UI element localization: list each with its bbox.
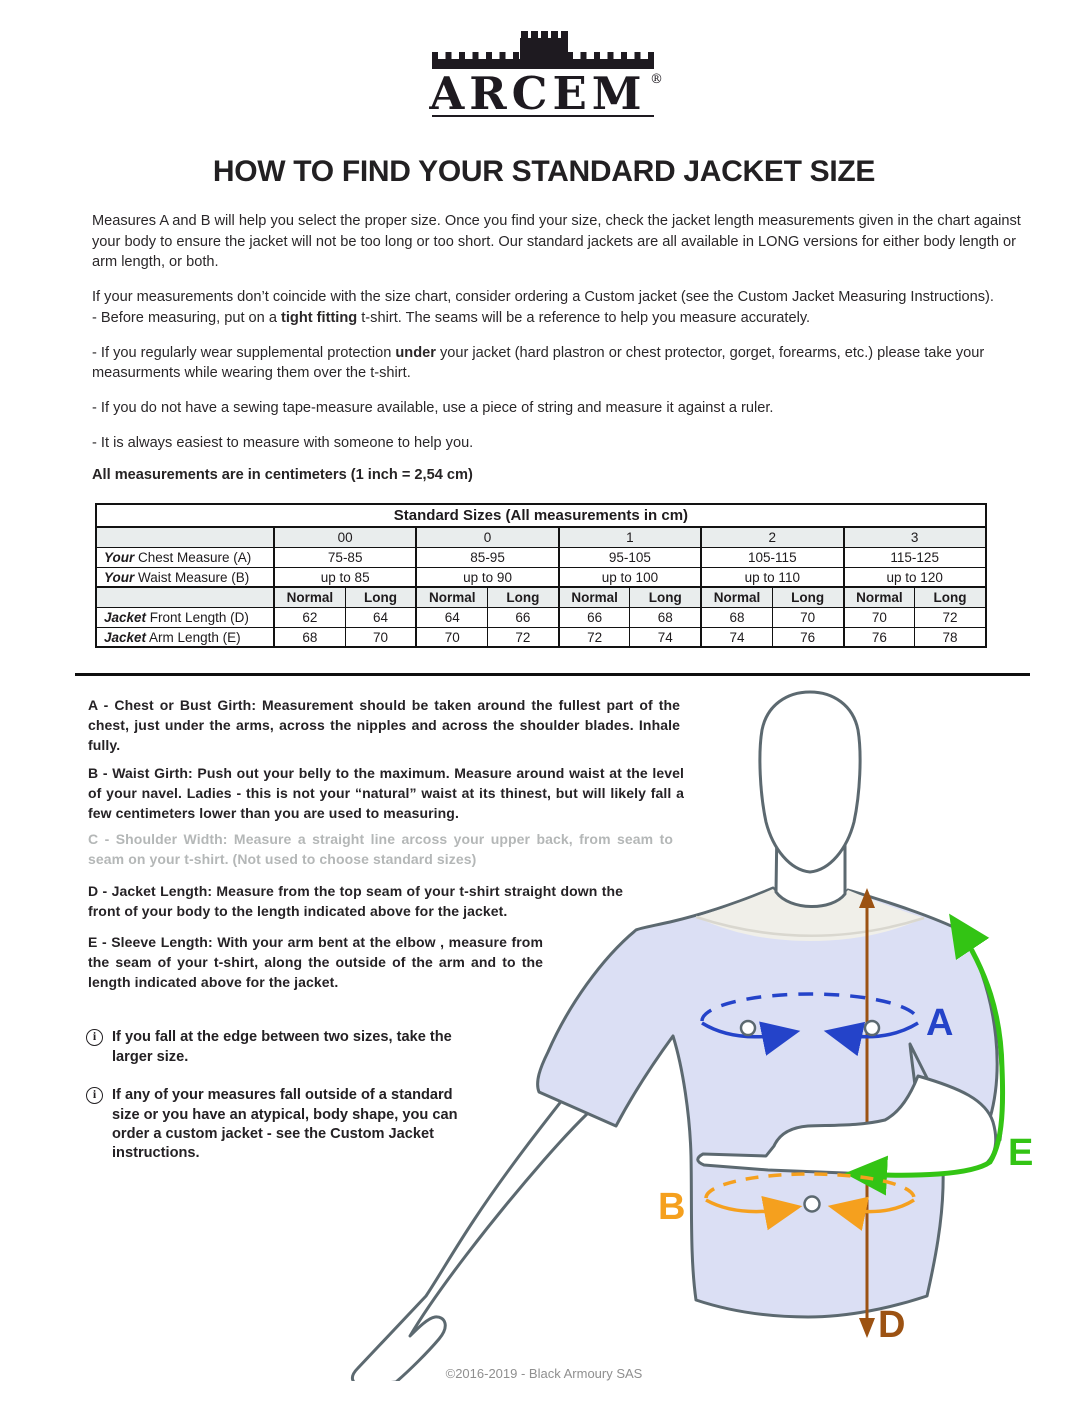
row-label-emphasis: Jacket — [104, 629, 147, 645]
size-header: 2 — [701, 527, 843, 547]
size-header: 1 — [559, 527, 701, 547]
arm-length-value: 76 — [772, 627, 843, 647]
label-d: D — [878, 1304, 906, 1347]
intro-p3-post: your jacket (hard plastron or chest protector, gorget, forearms, etc.) please take your measurments while wearing them over the t-shirt. — [92, 344, 985, 382]
front-length-row — [96, 607, 986, 627]
note-text: If any of your measures fall outside of a standard size or you have an atypical, body shape, you can order a custom jacket - see the Custom Jacket instructions. — [112, 1087, 458, 1162]
front-length-value: 72 — [915, 607, 986, 627]
variant-header: Long — [915, 587, 986, 607]
intro-p3-bold: under — [395, 344, 436, 361]
variant-header: Long — [630, 587, 701, 607]
row-label — [96, 567, 274, 587]
intro-paragraph-1: Measures A and B will help you select the proper size. Once you find your size, check the jacket length measurements given in the chart against your body to ensure the jacket will not be too long or too short. Our standard jackets are all available in LONG versions for either body length or arm length, or both. — [92, 213, 1021, 271]
chest-value: 85-95 — [416, 547, 558, 567]
waist-value: up to 110 — [701, 567, 843, 587]
waist-value: up to 90 — [416, 567, 558, 587]
guide-sleeve-length: E - Sleeve Length: With your arm bent at the elbow , measure from the seam of your t-shirt, along the outside of the arm and to the length indicated above for the jacket. — [88, 934, 543, 990]
navel — [805, 1197, 820, 1212]
chest-measure-row — [96, 547, 986, 567]
label-b: B — [658, 1186, 686, 1229]
table-title-row — [96, 504, 986, 527]
variant-header: Long — [488, 587, 559, 607]
row-label-text: Chest Measure (A) — [134, 549, 252, 565]
variant-header: Normal — [274, 587, 345, 607]
waist-value: up to 120 — [844, 567, 986, 587]
arm-length-value: 74 — [630, 627, 701, 647]
castle-battlement-icon — [424, 30, 664, 124]
front-length-value: 70 — [844, 607, 915, 627]
variant-header: Long — [345, 587, 416, 607]
page-title: HOW TO FIND YOUR STANDARD JACKET SIZE — [212, 155, 876, 188]
chest-value: 105-115 — [701, 547, 843, 567]
arm-length-value: 76 — [844, 627, 915, 647]
waist-value: up to 85 — [274, 567, 416, 587]
measurement-diagram — [340, 676, 1040, 1381]
intro-paragraph-4: - If you do not have a sewing tape-measure available, use a piece of string and measure it against a ruler. — [92, 400, 774, 417]
label-e: E — [1008, 1132, 1034, 1175]
empty-cell — [96, 587, 274, 607]
intro-p2-line2-post: t-shirt. The seams will be a reference to help you measure accurately. — [357, 309, 811, 326]
row-label-text: Waist Measure (B) — [134, 569, 250, 585]
nipple-right — [865, 1021, 879, 1035]
info-icon: i — [86, 1029, 103, 1046]
chest-value: 75-85 — [274, 547, 416, 567]
intro-p2-line1: If your measurements don’t coincide with the size chart, consider ordering a Custom jacket (see the Custom Jacket Measuring Instructions). — [92, 289, 994, 306]
row-label-emphasis: Your — [104, 569, 135, 585]
variant-header-row — [96, 587, 986, 607]
standard-sizes-table — [95, 503, 987, 648]
front-length-value: 64 — [416, 607, 487, 627]
chest-value: 95-105 — [559, 547, 701, 567]
intro-p2-bold: tight fitting — [281, 309, 358, 326]
registered-mark: ® — [650, 72, 663, 87]
brand-name: ARCEM — [429, 67, 647, 120]
front-length-value: 70 — [772, 607, 843, 627]
intro-paragraph-5: - It is always easiest to measure with someone to help you. — [92, 434, 474, 451]
size-header: 00 — [274, 527, 416, 547]
head — [760, 692, 860, 872]
front-length-value: 66 — [488, 607, 559, 627]
variant-header: Long — [772, 587, 843, 607]
waist-value: up to 100 — [559, 567, 701, 587]
row-label — [96, 627, 274, 647]
empty-cell — [96, 527, 274, 547]
arm-length-value: 68 — [274, 627, 345, 647]
arm-length-value: 78 — [915, 627, 986, 647]
arm-length-value: 70 — [416, 627, 487, 647]
note-text: If you fall at the edge between two sizes, take the larger size. — [112, 1029, 452, 1065]
guide-waist: B - Waist Girth: Push out your belly to the maximum. Measure around waist at the level of your navel. Ladies - this is not your “natural” waist at its thinest, but will likely fall a few centimeters lower than you are used to measuring. — [88, 765, 684, 821]
row-label — [96, 547, 274, 567]
mannequin-figure — [340, 676, 1040, 1381]
arm-length-value: 70 — [345, 627, 416, 647]
chest-value: 115-125 — [844, 547, 986, 567]
row-label-text: Front Length (D) — [146, 609, 249, 625]
row-label — [96, 607, 274, 627]
nipple-left — [741, 1021, 755, 1035]
intro-section — [92, 211, 1033, 453]
units-note: All measurements are in centimeters (1 inch = 2,54 cm) — [92, 467, 473, 484]
variant-header: Normal — [559, 587, 630, 607]
brand-logo — [0, 0, 1088, 129]
size-header: 3 — [844, 527, 986, 547]
copyright-footer: ©2016-2019 - Black Armoury SAS — [445, 1366, 643, 1382]
table-title: Standard Sizes (All measurements in cm) — [96, 504, 986, 527]
variant-header: Normal — [701, 587, 772, 607]
info-icon: i — [86, 1087, 103, 1104]
arm-length-row — [96, 627, 986, 647]
front-length-value: 62 — [274, 607, 345, 627]
front-length-value: 66 — [559, 607, 630, 627]
waist-measure-row — [96, 567, 986, 587]
table-size-header-row — [96, 527, 986, 547]
arm-length-value: 72 — [488, 627, 559, 647]
label-a: A — [926, 1002, 954, 1045]
front-length-value: 68 — [630, 607, 701, 627]
row-label-text: Arm Length (E) — [146, 629, 241, 645]
intro-p3-pre: - If you regularly wear supplemental protection — [92, 344, 396, 361]
arm-length-value: 74 — [701, 627, 772, 647]
intro-paragraph-3 — [92, 343, 1033, 384]
measuring-guide-section — [0, 676, 1088, 1376]
guide-shoulder: C - Shoulder Width: Measure a straight line arcoss your upper back, from seam to seam on your t-shirt. (Not used to choose standard sizes) — [88, 831, 673, 868]
front-length-value: 68 — [701, 607, 772, 627]
front-length-value: 64 — [345, 607, 416, 627]
variant-header: Normal — [416, 587, 487, 607]
size-header: 0 — [416, 527, 558, 547]
guide-chest: A - Chest or Bust Girth: Measurement should be taken around the fullest part of the chest, just under the arms, across the nipples and across the shoulder blades. Inhale fully. — [88, 697, 680, 753]
intro-paragraph-2 — [92, 287, 1033, 328]
variant-header: Normal — [844, 587, 915, 607]
row-label-emphasis: Jacket — [104, 609, 147, 625]
row-label-emphasis: Your — [104, 549, 135, 565]
arm-length-value: 72 — [559, 627, 630, 647]
guide-jacket-length: D - Jacket Length: Measure from the top seam of your t-shirt straight down the front of your body to the length indicated above for the jacket. — [88, 883, 623, 920]
intro-p2-line2-pre: - Before measuring, put on a — [92, 309, 282, 326]
